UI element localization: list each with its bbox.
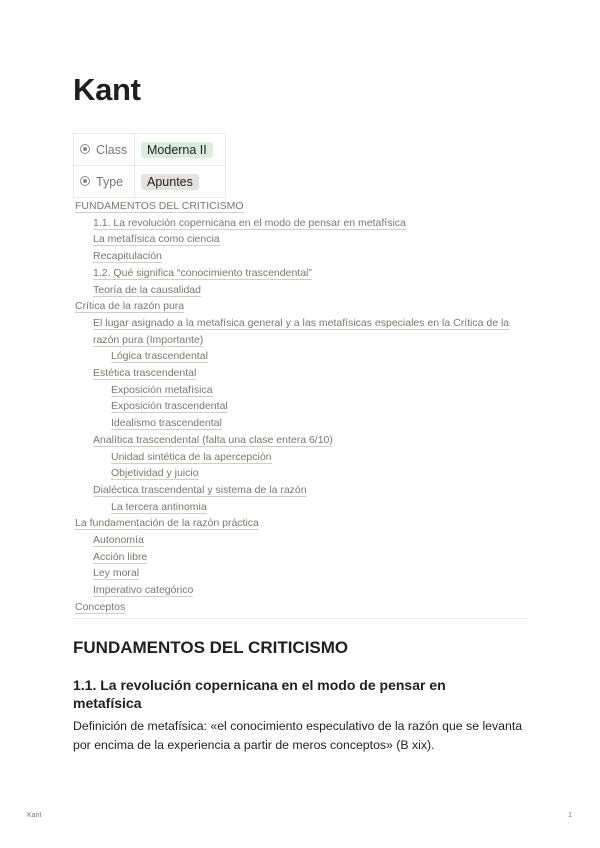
toc-link[interactable]: La tercera antinomia bbox=[111, 500, 207, 513]
property-value-cell bbox=[135, 166, 226, 198]
toc-link[interactable]: FUNDAMENTOS DEL CRITICISMO bbox=[75, 200, 244, 212]
toc-link[interactable]: Acción libre bbox=[93, 550, 148, 563]
toc-link[interactable]: Conceptos bbox=[75, 600, 126, 613]
toc-link[interactable]: Idealismo trascendental bbox=[111, 417, 222, 430]
toc-link[interactable]: Estética trascendental bbox=[93, 367, 197, 380]
type-tag[interactable]: Apuntes bbox=[141, 174, 199, 190]
toc-link[interactable]: La fundamentación de la razón práctica bbox=[75, 517, 259, 530]
properties-table bbox=[73, 133, 226, 198]
table-of-contents bbox=[73, 198, 528, 616]
toc-link[interactable]: Dialéctica trascendental y sistema de la razón bbox=[93, 483, 307, 496]
toc-link[interactable]: Recapitulación bbox=[93, 250, 162, 263]
page-title: Kant bbox=[73, 72, 141, 107]
toc-link[interactable]: 1.1. La revolución copernicana en el modo de pensar en metafísica bbox=[93, 216, 406, 229]
page-number: 1 bbox=[568, 812, 572, 819]
toc-link[interactable]: Objetividad y juicio bbox=[111, 467, 199, 480]
toc-link[interactable]: El lugar asignado a la metafísica general y a las metafísicas especiales en la Crítica de la razón pura (Importante) bbox=[93, 316, 510, 346]
toc-link[interactable]: 1.2. Qué significa “conocimiento trascendental” bbox=[93, 266, 312, 279]
property-row-type bbox=[74, 166, 226, 198]
toc-link[interactable]: Exposición trascendental bbox=[111, 400, 228, 413]
toc-link[interactable]: Analítica trascendental (falta una clase entera 6/10) bbox=[93, 433, 333, 446]
property-key-label: Type bbox=[96, 174, 124, 189]
property-key-label: Class bbox=[96, 142, 128, 157]
section-heading: FUNDAMENTOS DEL CRITICISMO bbox=[73, 638, 349, 657]
property-key-cell bbox=[74, 134, 135, 166]
property-row-class bbox=[74, 134, 226, 166]
toc-link[interactable]: Exposición metafísica bbox=[111, 383, 213, 396]
property-key-cell bbox=[74, 166, 135, 198]
toc-link[interactable]: Unidad sintética de la apercepción bbox=[111, 450, 272, 463]
toc-link[interactable]: Autonomía bbox=[93, 534, 144, 547]
select-icon bbox=[80, 176, 90, 186]
property-value-cell bbox=[135, 134, 226, 166]
toc-link[interactable]: La metafísica como ciencia bbox=[93, 233, 220, 246]
divider bbox=[73, 618, 528, 619]
toc-link[interactable]: Ley moral bbox=[93, 567, 140, 580]
toc-link[interactable]: Imperativo categórico bbox=[93, 584, 194, 597]
body-paragraph: Definición de metafísica: «el conocimiento especulativo de la razón que se levanta por encima de la experiencia a partir de meros conceptos» (B xix). bbox=[73, 719, 523, 752]
class-tag[interactable]: Moderna II bbox=[141, 142, 213, 158]
select-icon bbox=[80, 144, 90, 154]
toc-link[interactable]: Lógica trascendental bbox=[111, 350, 208, 363]
toc-link[interactable]: Crítica de la razón pura bbox=[75, 300, 185, 313]
footer-title: Kant bbox=[27, 812, 42, 819]
toc-link[interactable]: Teoría de la causalidad bbox=[93, 283, 201, 296]
subsection-heading: 1.1. La revolución copernicana en el modo de pensar en metafísica bbox=[73, 677, 446, 711]
